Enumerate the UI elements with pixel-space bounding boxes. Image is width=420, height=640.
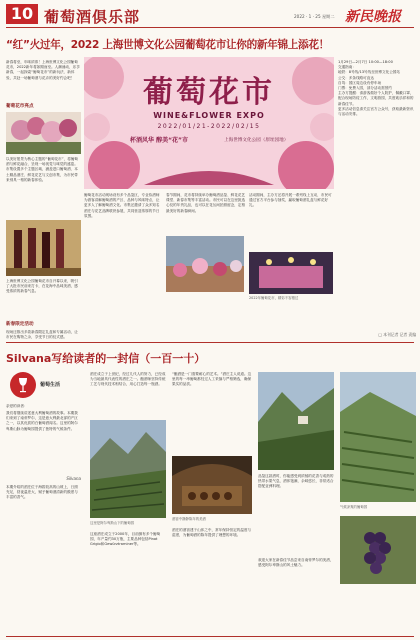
article2-col2-text: 酒庄成立于上世纪，经过几代人的努力，已经成为当地最具代表性的酒庄之一。酿酒师坚持传统工艺与现代技术相结合，用心打造每一瓶酒。 [90, 372, 166, 387]
masthead-divider [6, 27, 414, 28]
poster-venue: 上海世博文化公园（原址园地） [224, 138, 289, 143]
mountain-vineyard-image [258, 372, 334, 470]
article2-col3-text-b: 酒庄的酒窖建于山体之中，常年保持恒定的温度与湿度，为葡萄酒的陈年提供了理想的环境。 [172, 528, 252, 538]
article-divider [6, 342, 414, 343]
article2-col2-text-b: 这座酒庄成立于2000年，目前拥有多个葡萄园，年产量约30万瓶，主要品种包括Pinot Grigio和Gewürztraminer等。 [90, 532, 161, 547]
author-name: 葡萄生活 [40, 382, 61, 388]
article2-col4-text: 品鉴这款酒时，你能感受到浓郁的花香与成熟的热带水果气息，酒体饱满，余味悠长，非常适合搭配亚洲料理。 [258, 474, 334, 489]
article2-caption2: 这里是阿尔卑斯山下的葡萄园 [90, 521, 135, 525]
article2-col1-text: 我们将继续讲述意大利葡萄酒的故事。本期我们来到了南蒂罗尔，这是意大利最北部的产区之一，以其优质的白葡萄酒闻名。这里的阿尔卑斯山脉为葡萄园提供了独特的气候条件。 [6, 411, 78, 431]
wine-flower-expo-poster [84, 57, 334, 189]
article2-signature: Silvana [66, 476, 81, 481]
author-avatar [10, 372, 36, 398]
article2-salutation: 亲爱的读者： [6, 404, 28, 408]
venue-night-image [249, 252, 333, 294]
poster-slogan: 杯酒风华 醇美“花”市 [130, 137, 188, 144]
flower-arrangement-image [6, 112, 81, 154]
hillside-vineyard-image [340, 372, 416, 502]
article1-col1-text-b: 上海世博文化公园葡萄花市自开幕以来，吸引了大批市民前来打卡，在花海中品味美酒，感受浓浓的新春气息。 [6, 279, 78, 294]
article2-caption4: 气候凉爽的葡萄园 [340, 505, 368, 509]
wine-glass-icon [10, 372, 36, 398]
market-photo [166, 236, 244, 292]
grape-cluster-image [340, 516, 416, 584]
article1-lead: 新春将至，年味浓浓！上海世博文化公园葡萄花市，2022新年将如期而至。人潮涌动，乐享新春，一起探索“葡萄花市”的新玩法、新体验，共赴一场葡萄酒与花卉的美好约会吧！ [6, 60, 80, 80]
article1-byline: □ 本刊记者 记者 责编 [378, 332, 416, 337]
vineyard-photo-2 [258, 372, 334, 470]
article1-col5-text: 1月29日—2月7日 10:00—18:00 交通指南： 地铁：8号线/13号线至世博文化公园站 公交：多条线路可直达 自驾：园区周边设有停车场 门票：免费入园，部分活动需预约 主办方提醒：请游客做好个人防护，佩戴口罩，配合现场防疫工作，文明游园，共度欢乐祥和的新春佳节。 更多活动信息请关注官方公众号，获取最新资讯与活动安排。 [338, 60, 414, 117]
article2-title: Silvana写给读者的一封信（一百一十） [6, 352, 206, 365]
article1-col3-text: 春节期间，花市将持续举办葡萄酒品鉴、鲜花花艺课堂、新春市集等丰富活动。市民可以在这里挑选心仪的年货礼品，也可以在花丛间拍照留念，定格最美好的新春瞬间。 [166, 193, 246, 213]
vineyard-photo-3 [340, 372, 416, 502]
poster-dates: 2022/01/21-2022/02/15 [157, 123, 261, 130]
flower-market-scene-image [166, 236, 244, 292]
poster-title: 葡萄花市 [143, 75, 275, 110]
article1-title: “红”火过年，2022 上海世博文化公园葡萄花市让你的新年锦上添花！ [6, 39, 329, 51]
newspaper-logo: 新民晚报 [345, 9, 401, 25]
article1-col4-text: 活动期间，主办方还将开展一系列线上互动，市民可通过官方平台参与抽奖，赢取葡萄酒礼盒与鲜花好礼。 [249, 193, 332, 208]
alpine-vineyard-image [90, 420, 166, 518]
article2-col1-text-b: 本期介绍的酒庄位于海拔较高的山坡上，日照充足，昼夜温差大，赋予葡萄酒清新的酸度与丰富的香气。 [6, 485, 78, 500]
article1-col1-text: 以美好愿景为核心主题的“葡萄花市”，将葡萄酒与鲜花融合，呈现一场视觉与味觉的盛宴。市集设置多个主题区域，涵盖进口葡萄酒、本土精品酒庄、鲜花花艺与文创市集，为市民带来别具一格的新春体验。 [6, 157, 79, 182]
poster-subtitle: WINE&FLOWER EXPO [153, 111, 265, 120]
article1-section-heading-1: 葡萄花市亮点 [6, 104, 34, 109]
date-line: 2022 · 1 · 25 星期二 [294, 14, 335, 19]
wine-cellar-image [172, 456, 252, 514]
article2-col3-text: “酿酒是一门需要耐心的艺术。”酒庄主人说道。这里的每一串葡萄都经过人工采摘与严格筛选，确保果实的品质。 [172, 372, 252, 387]
grapes-photo [340, 516, 416, 584]
article1-caption: 2022年葡萄花市，精彩不容错过 [249, 296, 299, 300]
wine-display-image [6, 220, 81, 276]
page-bottom-rule [6, 636, 414, 637]
cellar-photo [172, 456, 252, 514]
article2-col4-text-b: 欢迎大家在新春佳节品尝来自南蒂罗尔的美酒，感受阿尔卑斯山的风土魅力。 [258, 558, 334, 568]
article1-col1-text-c: 现场还推出多款新春限定礼盒和专属活动，让市民在购物之余，享受节日的仪式感。 [6, 330, 78, 340]
vineyard-photo-1 [90, 420, 166, 518]
flower-photo-1 [6, 112, 81, 154]
article1-section-heading-2: 新春限定活动 [6, 322, 34, 327]
venue-photo [249, 252, 333, 294]
wine-bottles-photo [6, 220, 81, 276]
page-number-badge: 10 [6, 4, 38, 24]
masthead [0, 0, 420, 28]
section-title: 葡萄酒俱乐部 [44, 8, 141, 26]
article2-caption3: 酒窖中静静陈年的美酒 [172, 517, 206, 521]
article1-col2-text: 葡萄花市活动现场设有多个品鉴区，专业侍酒师为游客讲解葡萄酒的产区、品种与风味特点，让更多人了解葡萄酒文化。市集还邀请了众多知名酒庄与花艺品牌联袂参展，共同营造浓厚的节日氛围。 [84, 193, 160, 218]
